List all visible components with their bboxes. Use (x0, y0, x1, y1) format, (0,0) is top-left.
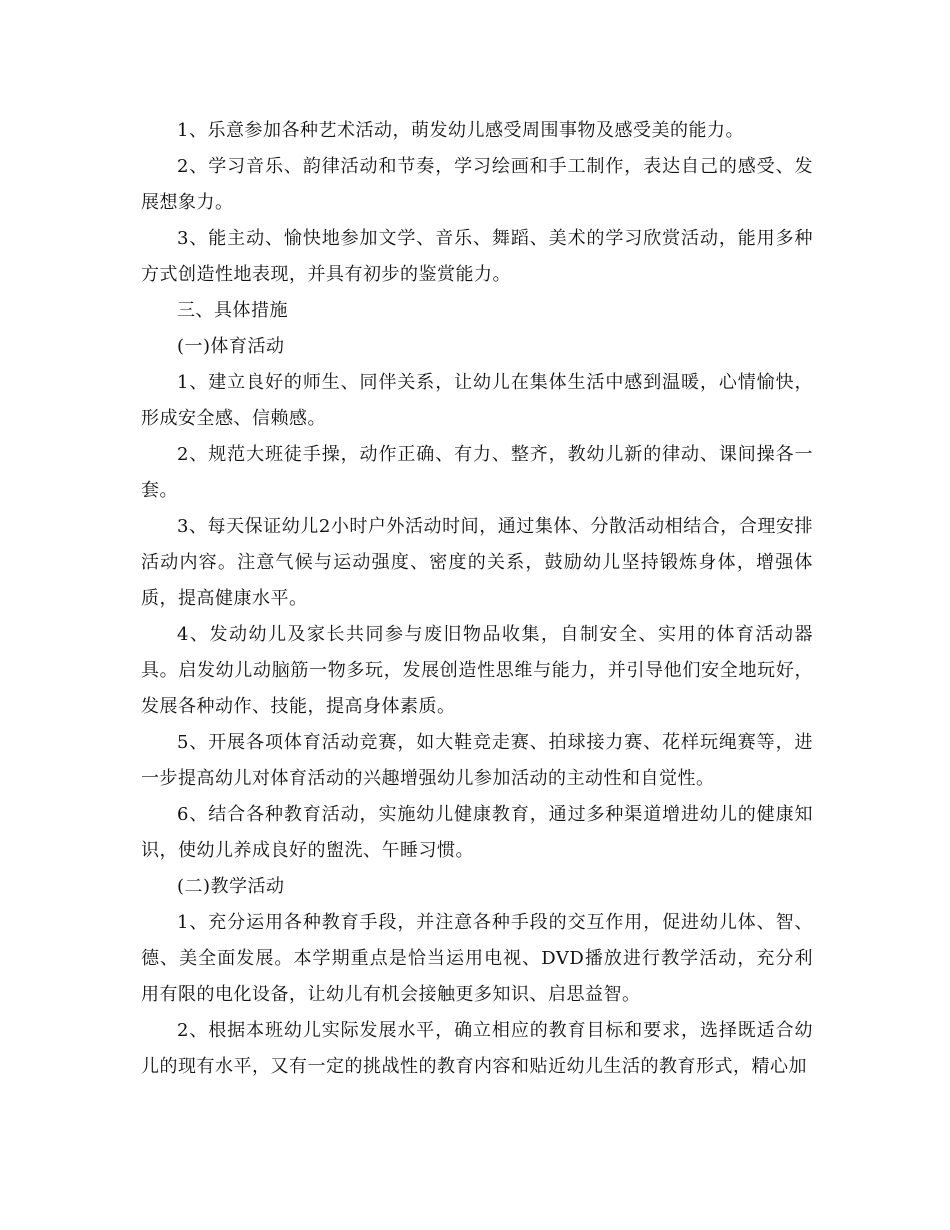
paragraph-art-activities: 1、乐意参加各种艺术活动，萌发幼儿感受周围事物及感受美的能力。 (177, 120, 744, 141)
document-body (141, 113, 813, 1085)
subsection-heading-teaching: (二)教学活动 (177, 876, 285, 897)
paragraph-music-drawing: 2、学习音乐、韵律活动和节奏，学习绘画和手工制作，表达自己的感受、发展想象力。 (141, 156, 813, 213)
paragraph-appreciation: 3、能主动、愉快地参加文学、音乐、舞蹈、美术的学习欣赏活动，能用多种方式创造性地表现，并具有初步的鉴赏能力。 (141, 228, 813, 285)
paragraph-health-education: 6、结合各种教育活动，实施幼儿健康教育，通过多种渠道增进幼儿的健康知识，使幼儿养成良好的盥洗、午睡习惯。 (141, 804, 813, 861)
paragraph-teaching-goals: 2、根据本班幼儿实际发展水平，确立相应的教育目标和要求，选择既适合幼儿的现有水平，又有一定的挑战性的教育内容和贴近幼儿生活的教育形式，精心加 (141, 1020, 813, 1077)
paragraph-exercises: 2、规范大班徒手操，动作正确、有力、整齐，教幼儿新的律动、课间操各一套。 (141, 444, 813, 501)
paragraph-equipment: 4、发动幼儿及家长共同参与废旧物品收集，自制安全、实用的体育活动器具。启发幼儿动脑筋一物多玩，发展创造性思维与能力，并引导他们安全地玩好，发展各种动作、技能，提高身体素质。 (141, 624, 813, 717)
section-heading-measures: 三、具体措施 (177, 300, 288, 321)
paragraph-relationships: 1、建立良好的师生、同伴关系，让幼儿在集体生活中感到温暖，心情愉快，形成安全感、信赖感。 (141, 372, 813, 429)
subsection-heading-pe: (一)体育活动 (177, 336, 285, 357)
paragraph-competitions: 5、开展各项体育活动竞赛，如大鞋竞走赛、拍球接力赛、花样玩绳赛等，进一步提高幼儿对体育活动的兴趣增强幼儿参加活动的主动性和自觉性。 (141, 732, 813, 789)
paragraph-outdoor-time: 3、每天保证幼儿2小时户外活动时间，通过集体、分散活动相结合，合理安排活动内容。注意气候与运动强度、密度的关系，鼓励幼儿坚持锻炼身体，增强体质，提高健康水平。 (141, 516, 813, 609)
paragraph-teaching-methods: 1、充分运用各种教育手段，并注意各种手段的交互作用，促进幼儿体、智、德、美全面发展。本学期重点是恰当运用电视、DVD播放进行教学活动，充分利用有限的电化设备，让幼儿有机会接触更多知识、启思益智。 (141, 912, 813, 1005)
